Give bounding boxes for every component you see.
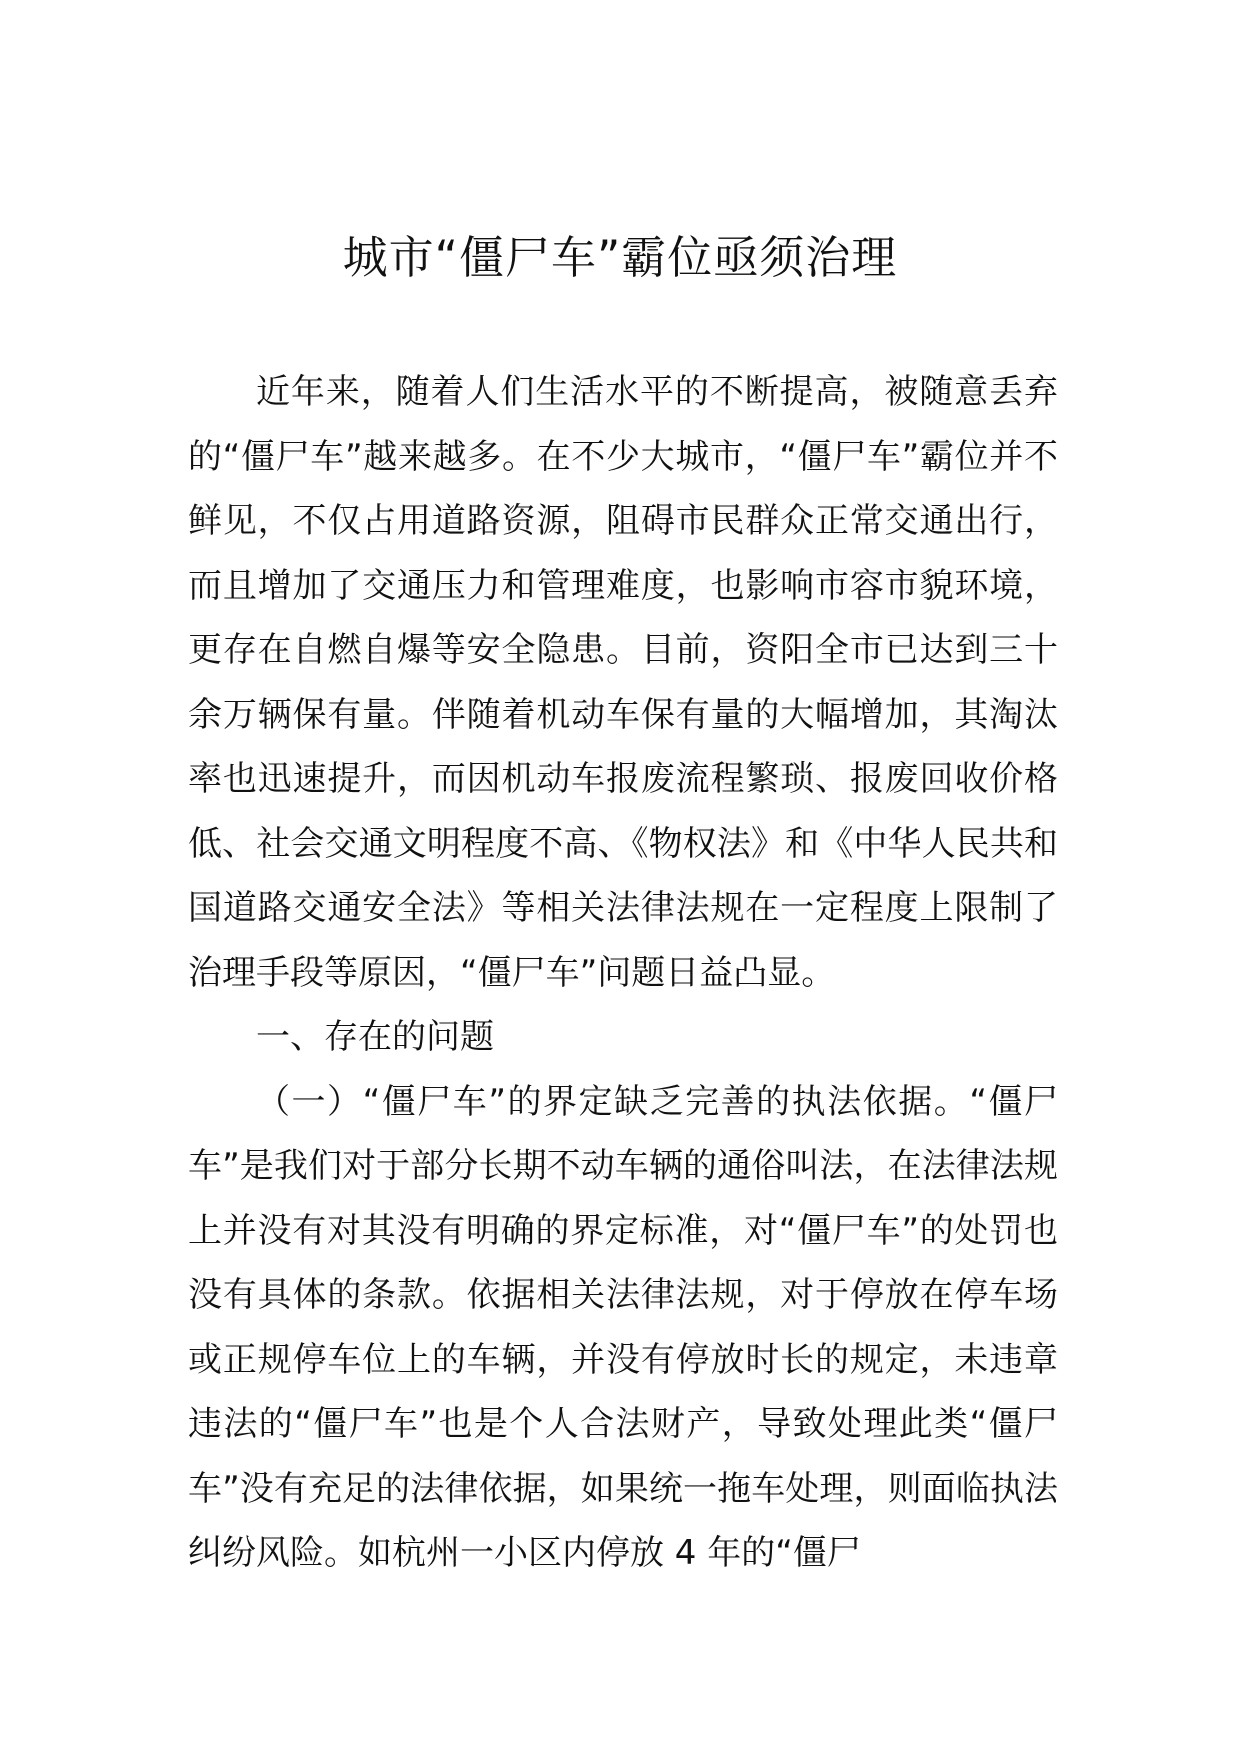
document-title: 城市“僵尸车”霸位亟须治理 [342,231,898,284]
paragraph-intro: 近年来，随着人们生活水平的不断提高，被随意丢弃的“僵尸车”越来越多。在不少大城市，“僵尸车”霸位并不鲜见，不仅占用道路资源，阻碍市民群众正常交通出行，而且增加了交通压力和管理难度，也影响市容市貌环境，更存在自燃自爆等安全隐患。目前，资阳全市已达到三十余万辆保有量。伴随着机动车保有量的大幅增加，其淘汰率也迅速提升，而因机动车报废流程繁琐、报废回收价格低、社会交通文明程度不高、《物权法》和《中华人民共和国道路交通安全法》等相关法律法规在一定程度上限制了治理手段等原因，“僵尸车”问题日益凸显。 [188,372,1058,993]
document-body [188,360,1058,1586]
section-heading-problems: 一、存在的问题 [256,1017,494,1057]
paragraph-problem-1: （一）“僵尸车”的界定缺乏完善的执法依据。“僵尸车”是我们对于部分长期不动车辆的通俗叫法，在法律法规上并没有对其没有明确的界定标准，对“僵尸车”的处罚也没有具体的条款。依据相关法律法规，对于停放在停车场或正规停车位上的车辆，并没有停放时长的规定，未违章违法的“僵尸车”也是个人合法财产，导致处理此类“僵尸车”没有充足的法律依据，如果统一拖车处理，则面临执法纠纷风险。如杭州一小区内停放 4 年的“僵尸 [188,1081,1058,1573]
